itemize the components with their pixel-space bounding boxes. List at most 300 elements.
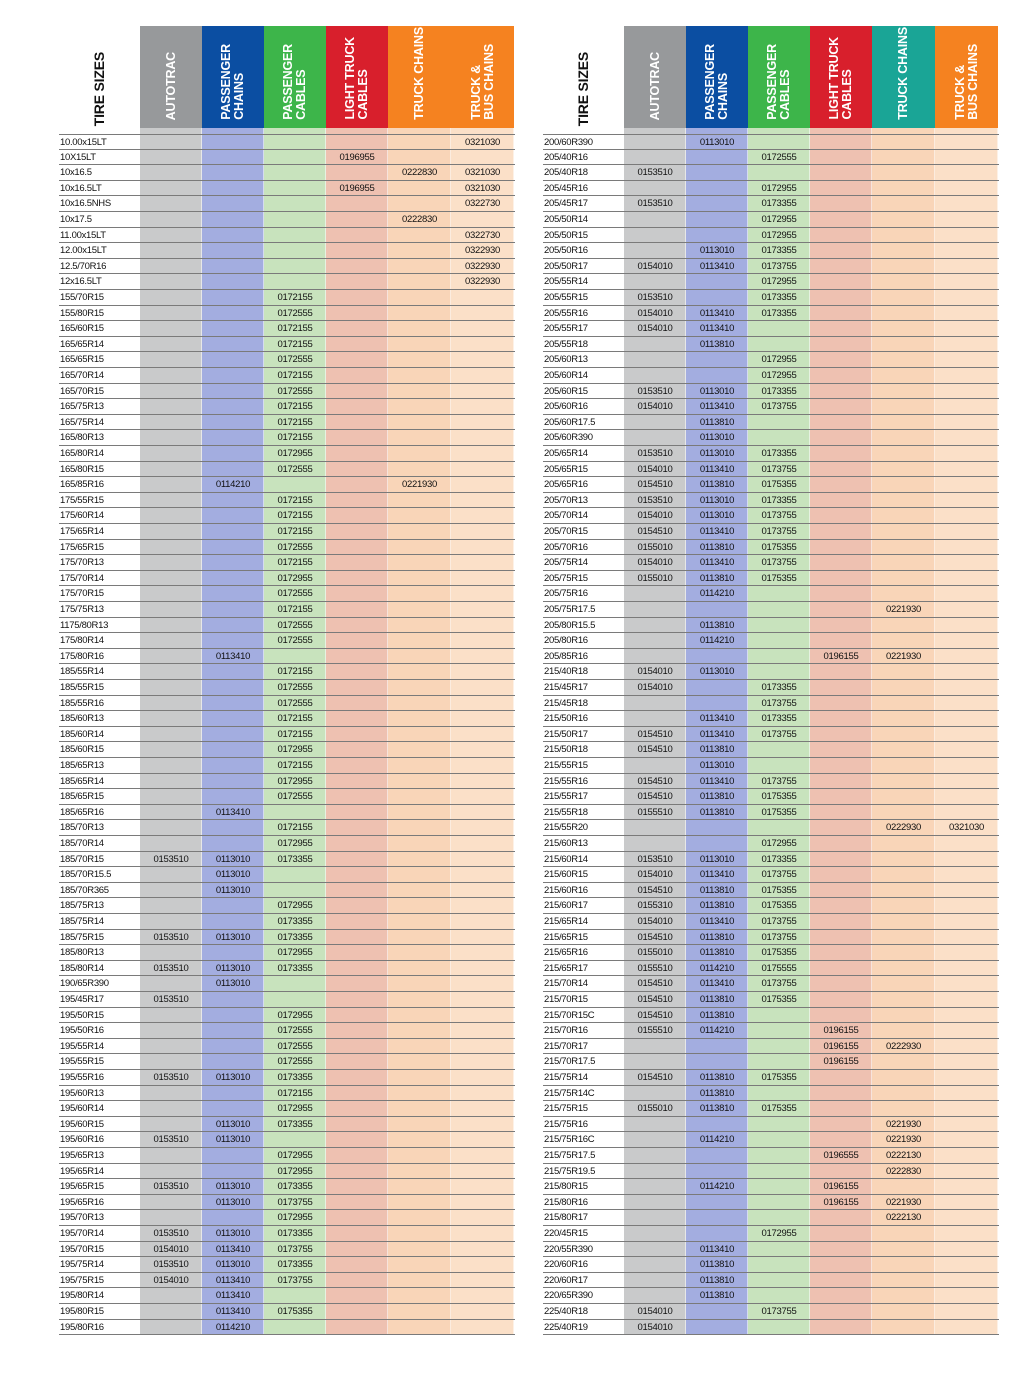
table-row [543,914,999,930]
table-row [543,508,999,524]
light-truck-cables-header-label: LIGHT TRUCK CABLES [343,37,370,120]
autotrac-part-number: 0153510 [153,1228,189,1239]
tire-size-cell: 215/75R14C [544,1087,595,1099]
tire-size-cell: 205/50R17 [544,260,588,272]
tire-size-cell: 205/55R18 [544,338,588,350]
tire-size-cell: 195/60R13 [60,1087,104,1099]
autotrac-part-number: 0155010 [637,541,673,553]
table-row [543,321,999,337]
passenger-cables-part-number: 0175355 [761,479,797,491]
light-truck-cables-part-number: 0196155 [823,1056,859,1068]
table-row [59,1148,515,1164]
tire-size-cell: 215/55R18 [544,806,588,818]
tire-size-cell: 215/75R16 [544,1118,588,1130]
passenger-chains-part-number: 0113410 [215,1243,251,1255]
light-truck-cables-part-number: 0196955 [339,182,375,194]
autotrac-part-number: 0154010 [637,307,673,319]
tire-size-cell: 215/70R15C [544,1009,595,1021]
tire-size-cell: 165/70R14 [60,370,104,381]
table-row [543,1054,999,1070]
table-row [543,1179,999,1195]
table-row [543,852,999,868]
autotrac-part-number: 0154010 [637,463,673,475]
passenger-cables-part-number: 0172155 [277,760,313,771]
truck-bus-chains-part-number: 0321030 [465,182,500,194]
passenger-cables-part-number: 0173755 [761,526,797,537]
table-row [59,883,515,899]
truck-bus-chains-part-number: 0322930 [465,245,500,257]
light-truck-cables-part-number: 0196155 [823,1181,859,1193]
passenger-chains-part-number: 0113410 [699,557,735,569]
tire-size-cell: 165/70R15 [60,385,104,397]
autotrac-part-number: 0154010 [637,510,673,522]
table-row [59,212,515,228]
passenger-chains-part-number: 0114210 [215,479,251,491]
table-row [543,134,999,150]
tire-size-cell: 190/65R390 [60,978,109,990]
table-row [59,930,515,946]
truck-bus-chains-part-number: 0322730 [465,229,500,241]
tire-size-cell: 195/45R17 [60,994,104,1005]
tire-size-cell: 220/65R390 [544,1290,593,1302]
passenger-chains-part-number: 0113010 [215,962,251,974]
passenger-cables-part-number: 0172555 [277,385,313,397]
tire-size-cell: 205/60R16 [544,401,588,413]
tire-size-cell: 200/60R390 [544,137,593,148]
passenger-chains-part-number: 0113810 [699,541,735,553]
passenger-chains-part-number: 0113010 [215,1196,251,1208]
passenger-chains-part-number: 0113810 [699,884,735,896]
table-row [543,259,999,275]
truck-chains-part-number: 0221930 [886,1134,921,1146]
passenger-cables-part-number: 0172955 [277,1150,313,1161]
tire-size-cell: 225/40R18 [544,1306,588,1317]
table-row [59,992,515,1008]
tire-size-cell: 205/75R14 [544,557,588,569]
tire-size-cell: 185/55R14 [60,666,104,678]
table-row [543,586,999,602]
light-truck-cables-part-number: 0196155 [823,1025,859,1037]
autotrac-header-label: AUTOTRAC [647,51,662,120]
table-row [543,352,999,368]
passenger-chains-header-label: PASSENGER CHAINS [703,44,730,120]
table-row [59,430,515,446]
tire-size-cell: 215/75R17.5 [544,1150,596,1161]
tire-size-cell: 205/75R15 [544,572,588,584]
tire-size-cell: 185/70R14 [60,838,104,849]
autotrac-part-number: 0154510 [637,978,673,990]
truck-chains-part-number: 0221930 [886,604,921,615]
autotrac-part-number: 0154510 [637,931,673,943]
table-row [59,789,515,805]
table-row [59,493,515,509]
table-row [543,399,999,415]
passenger-cables-part-number: 0172955 [277,1009,313,1021]
passenger-cables-part-number: 0172555 [277,697,313,709]
passenger-cables-part-number: 0173355 [761,853,797,865]
truck-chains-header-label: TRUCK CHAINS [896,27,910,120]
tire-size-cell: 215/60R16 [544,884,588,896]
tire-size-cell: 215/75R14 [544,1072,588,1083]
tire-size-cell: 185/65R15 [60,791,104,803]
tire-size-cell: 10x16.5NHS [60,198,111,210]
truck-chains-part-number: 0221930 [886,1118,921,1130]
tire-size-cell: 10.00x15LT [60,137,107,148]
passenger-cables-part-number: 0172955 [761,838,797,849]
autotrac-part-number: 0154510 [637,791,673,803]
tire-size-cell: 205/40R18 [544,167,588,179]
passenger-cables-part-number: 0173355 [761,713,797,725]
table-row [543,898,999,914]
passenger-chains-part-number: 0113410 [215,1306,251,1317]
table-row [543,618,999,634]
light-truck-cables-part-number: 0196155 [823,1040,859,1052]
tire-size-cell: 195/55R16 [60,1072,104,1083]
tire-size-cell: 215/55R16 [544,775,588,787]
passenger-cables-part-number: 0172555 [277,619,313,631]
tire-size-cell: 185/60R13 [60,713,104,725]
passenger-cables-part-number: 0173355 [277,1228,313,1239]
passenger-cables-part-number: 0172155 [277,494,313,506]
passenger-cables-header [264,26,326,128]
table-row [543,228,999,244]
autotrac-part-number: 0153510 [153,1259,189,1271]
tire-size-cell: 185/80R13 [60,947,104,959]
truck-chains-header-label: TRUCK CHAINS [412,27,426,120]
tire-size-cell: 215/65R14 [544,916,588,927]
passenger-chains-part-number: 0113410 [699,1243,735,1255]
table-row [543,930,999,946]
passenger-chains-part-number: 0113010 [215,853,251,865]
table-row [543,415,999,431]
table-row [543,446,999,462]
passenger-chains-part-number: 0113010 [215,1228,251,1239]
table-row [59,649,515,665]
autotrac-part-number: 0154010 [637,401,673,413]
table-row [59,680,515,696]
passenger-cables-part-number: 0172155 [277,666,313,678]
passenger-chains-part-number: 0113410 [699,869,735,881]
passenger-chains-part-number: 0113010 [215,1181,251,1193]
tire-size-cell: 215/60R14 [544,853,588,865]
passenger-cables-part-number: 0172155 [277,510,313,522]
truck-chains-part-number: 0221930 [886,650,921,662]
passenger-cables-part-number: 0172155 [277,323,313,335]
table-row [59,196,515,212]
passenger-cables-part-number: 0175355 [761,884,797,896]
tire-size-cell: 215/65R15 [544,931,588,943]
tire-size-cell: 195/60R15 [60,1118,104,1130]
passenger-cables-part-number: 0172555 [277,307,313,319]
tire-size-cell: 185/55R16 [60,697,104,709]
autotrac-part-number: 0154010 [153,1243,189,1255]
table-row [543,1101,999,1117]
passenger-cables-part-number: 0173355 [277,1181,313,1193]
tire-size-cell: 205/60R390 [544,432,593,444]
tire-size-cell: 185/60R15 [60,744,104,756]
tire-size-cell: 165/80R14 [60,448,104,459]
passenger-chains-part-number: 0113010 [699,137,735,148]
table-row [59,181,515,197]
tire-size-cell: 165/80R15 [60,463,104,475]
tire-size-cell: 215/50R17 [544,728,588,740]
table-row [543,196,999,212]
passenger-cables-part-number: 0172555 [277,1025,313,1037]
table-row [59,399,515,415]
tire-size-cell: 175/65R14 [60,526,104,537]
table-row [543,1304,999,1320]
passenger-cables-part-number: 0172955 [277,572,313,584]
tire-size-cell: 195/80R14 [60,1290,104,1302]
light-truck-cables-part-number: 0196155 [823,650,859,662]
autotrac-part-number: 0154010 [637,682,673,693]
passenger-cables-part-number: 0172555 [277,1056,313,1068]
tire-size-cell: 195/70R13 [60,1212,104,1224]
passenger-cables-part-number: 0173755 [761,260,797,272]
table-row [59,945,515,961]
passenger-cables-header [748,26,810,128]
table-row [59,976,515,992]
table-row [59,165,515,181]
passenger-cables-part-number: 0173755 [761,557,797,569]
passenger-chains-part-number: 0113010 [699,385,735,397]
passenger-cables-part-number: 0172955 [761,354,797,366]
tire-size-cell: 175/70R14 [60,572,104,584]
truck-chains-part-number: 0222130 [886,1212,921,1224]
tire-size-cell: 185/65R13 [60,760,104,771]
passenger-cables-part-number: 0173355 [761,245,797,257]
tire-size-cell: 10x16.5 [60,167,92,179]
passenger-cables-part-number: 0172155 [277,604,313,615]
passenger-cables-part-number: 0172955 [277,775,313,787]
table-row [543,696,999,712]
truck-bus-chains-header [935,26,998,128]
tire-size-cell: 205/80R16 [544,635,588,647]
tire-size-cell: 185/70R365 [60,884,109,896]
tire-size-cell: 165/60R15 [60,323,104,335]
tire-size-cell: 215/80R17 [544,1212,588,1224]
autotrac-part-number: 0153510 [637,292,673,303]
tire-size-header [543,26,624,134]
autotrac-part-number: 0153510 [637,494,673,506]
passenger-chains-part-number: 0114210 [699,1134,735,1146]
passenger-cables-part-number: 0172555 [277,682,313,693]
passenger-cables-part-number: 0173355 [277,962,313,974]
passenger-cables-part-number: 0173755 [761,463,797,475]
passenger-cables-part-number: 0172555 [277,1040,313,1052]
passenger-cables-part-number: 0172955 [761,229,797,241]
passenger-chains-part-number: 0113010 [215,869,251,881]
tire-size-cell: 205/65R16 [544,479,588,491]
truck-chains-header [388,26,451,128]
table-row [59,290,515,306]
passenger-cables-part-number: 0175355 [277,1306,313,1317]
passenger-cables-part-number: 0173355 [277,853,313,865]
tire-size-cell: 215/70R16 [544,1025,588,1037]
table-row [59,711,515,727]
table-row [59,415,515,431]
passenger-cables-part-number: 0173355 [277,1259,313,1271]
tire-size-cell: 205/65R14 [544,448,588,459]
table-row [59,696,515,712]
passenger-cables-part-number: 0172555 [277,541,313,553]
passenger-chains-part-number: 0113410 [699,401,735,413]
table-row [59,852,515,868]
table-row [59,1101,515,1117]
tire-size-cell: 215/70R15 [544,994,588,1005]
table-row [543,711,999,727]
table-row [543,493,999,509]
passenger-chains-part-number: 0113810 [699,1103,735,1115]
tire-size-cell: 175/80R14 [60,635,104,647]
light-truck-cables-part-number: 0196155 [823,1196,859,1208]
tire-size-cell: 215/60R17 [544,900,588,912]
passenger-chains-part-number: 0113010 [699,760,735,771]
light-truck-cables-header [326,26,388,128]
passenger-cables-part-number: 0172955 [277,448,313,459]
passenger-chains-part-number: 0113810 [699,416,735,428]
table-row [59,1288,515,1304]
passenger-cables-part-number: 0173755 [761,931,797,943]
table-row [59,867,515,883]
table-row [59,727,515,743]
tire-size-cell: 215/55R17 [544,791,588,803]
truck-chains-header [872,26,935,128]
autotrac-part-number: 0153510 [153,994,189,1005]
tire-size-cell: 175/75R13 [60,604,104,615]
tire-size-cell: 205/60R15 [544,385,588,397]
table-row [543,633,999,649]
table-row [543,306,999,322]
table-row [543,976,999,992]
passenger-chains-part-number: 0113810 [699,1274,735,1286]
tire-size-cell: 195/60R14 [60,1103,104,1115]
passenger-cables-part-number: 0173355 [761,682,797,693]
tire-size-header-label: TIRE SIZES [575,51,591,126]
passenger-cables-part-number: 0172555 [761,151,797,163]
tire-size-cell: 165/85R16 [60,479,104,491]
truck-chains-part-number: 0221930 [402,479,437,491]
passenger-chains-part-number: 0114210 [699,962,735,974]
tire-size-cell: 1175/80R13 [60,619,109,631]
table-row [543,1257,999,1273]
truck-chains-part-number: 0222930 [886,1040,921,1052]
table-row [59,462,515,478]
table-row [59,836,515,852]
passenger-chains-part-number: 0113010 [699,853,735,865]
passenger-chains-part-number: 0113410 [699,728,735,740]
tire-size-cell: 195/55R15 [60,1056,104,1068]
table-row [59,1226,515,1242]
table-row [59,1086,515,1102]
autotrac-part-number: 0154010 [637,1321,673,1333]
tire-size-cell: 185/60R14 [60,728,104,740]
table-row [543,1320,999,1336]
tire-size-cell: 195/70R15 [60,1243,104,1255]
passenger-cables-part-number: 0172155 [277,432,313,444]
passenger-cables-part-number: 0173355 [761,385,797,397]
passenger-cables-part-number: 0172955 [761,214,797,225]
passenger-cables-part-number: 0173755 [761,869,797,881]
tire-size-cell: 205/55R14 [544,276,588,288]
table-row [59,1023,515,1039]
truck-chains-part-number: 0222830 [402,167,437,179]
passenger-chains-part-number: 0113810 [699,1072,735,1083]
table-row [59,134,515,150]
passenger-cables-part-number: 0172955 [277,744,313,756]
tire-size-cell: 155/80R15 [60,307,104,319]
passenger-cables-part-number: 0172155 [277,401,313,413]
table-row [543,992,999,1008]
table-row [543,1288,999,1304]
autotrac-part-number: 0155010 [637,947,673,959]
passenger-chains-part-number: 0113810 [699,479,735,491]
passenger-cables-part-number: 0173355 [277,1072,313,1083]
passenger-cables-part-number: 0175355 [761,947,797,959]
light-truck-cables-header-label: LIGHT TRUCK CABLES [827,37,854,120]
passenger-cables-header-label: PASSENGER CABLES [765,44,792,120]
truck-bus-chains-part-number: 0321030 [465,137,500,148]
passenger-cables-part-number: 0173755 [761,697,797,709]
autotrac-part-number: 0154510 [637,479,673,491]
passenger-chains-part-number: 0114210 [215,1321,251,1333]
autotrac-part-number: 0154010 [637,323,673,335]
table-row [543,540,999,556]
truck-bus-chains-part-number: 0321030 [949,822,984,834]
passenger-cables-part-number: 0172955 [277,947,313,959]
autotrac-header [140,26,202,128]
table-row [59,1117,515,1133]
passenger-cables-part-number: 0172955 [277,1165,313,1177]
table-row [543,290,999,306]
passenger-chains-part-number: 0113810 [699,1259,735,1271]
passenger-chains-part-number: 0113810 [699,994,735,1005]
tire-size-cell: 215/55R20 [544,822,588,834]
table-row [543,664,999,680]
tire-size-cell: 175/60R14 [60,510,104,522]
passenger-chains-header [202,26,264,128]
table-row [59,618,515,634]
tire-size-cell: 225/40R19 [544,1321,588,1333]
autotrac-part-number: 0155010 [637,572,673,584]
tire-size-cell: 195/80R16 [60,1321,104,1333]
passenger-cables-part-number: 0172555 [277,463,313,475]
tire-size-cell: 185/70R13 [60,822,104,834]
tire-size-cell: 185/75R15 [60,931,104,943]
autotrac-part-number: 0154510 [637,884,673,896]
table-row [543,1242,999,1258]
autotrac-part-number: 0153510 [153,931,189,943]
tire-size-cell: 205/50R16 [544,245,588,257]
autotrac-header [624,26,686,128]
light-truck-cables-header [810,26,872,128]
table-row [543,1132,999,1148]
tire-size-cell: 195/75R15 [60,1274,104,1286]
tire-size-cell: 195/80R15 [60,1306,104,1317]
passenger-cables-part-number: 0175355 [761,572,797,584]
passenger-cables-part-number: 0172955 [277,1212,313,1224]
table-row [59,1008,515,1024]
table-row [543,789,999,805]
autotrac-part-number: 0153510 [637,198,673,210]
table-row [59,446,515,462]
passenger-cables-part-number: 0173755 [761,728,797,740]
autotrac-part-number: 0155510 [637,806,673,818]
autotrac-part-number: 0153510 [153,962,189,974]
tire-size-cell: 195/60R16 [60,1134,104,1146]
tire-size-cell: 215/65R17 [544,962,588,974]
table-row [543,150,999,166]
